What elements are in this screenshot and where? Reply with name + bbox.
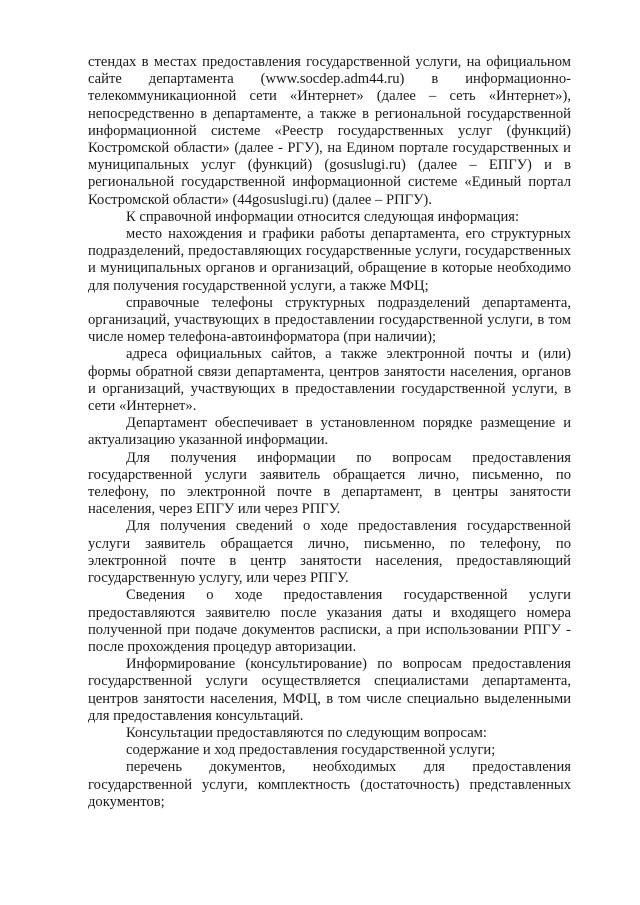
paragraph-reference-phones: справочные телефоны структурных подразделений департамента, организаций, участвующих в предоставлении государственной услуги, в том числе номер телефона-автоинформатора (при наличии); [88,294,571,346]
paragraph-progress-info: Для получения сведений о ходе предоставления государственной услуги заявитель обращается лично, письменно, по телефону, по электронной почте в центр занятости населения, предоставляющий государственную услугу, или через РПГУ. [88,518,571,587]
paragraph-progress-details: Сведения о ходе предоставления государственной услуги предоставляются заявителю после указания даты и входящего номера полученной при подаче документов расписки, а при использовании РПГУ - после прохождения процедур авторизации. [88,587,571,655]
paragraph-location-schedule: место нахождения и графики работы департамента, его структурных подразделений, предоставляющих государственные услуги, государственных и муниципальных органов и организаций, обращение в которые необходимо для получения государственной услуги, а также МФЦ; [88,226,571,294]
paragraph-obtaining-info: Для получения информации по вопросам предоставления государственной услуги заявитель обращается лично, письменно, по телефону, по электронной почте в департамент, в центры занятости населения, через ЕПГУ или через РПГУ. [88,449,571,518]
paragraph-reference-info-intro: К справочной информации относится следующая информация: [126,208,520,225]
list-item-documents-list: перечень документов, необходимых для предоставления государственной услуги, комплектность (достаточность) представленных документов; [88,759,571,810]
list-item-content-progress: содержание и ход предоставления государственной услуги; [126,742,496,759]
document-page [88,54,571,811]
paragraph-consultation-topics: Консультации предоставляются по следующим вопросам: [126,724,487,741]
paragraph-department-ensures: Департамент обеспечивает в установленном порядке размещение и актуализацию указанной информации. [88,415,571,449]
paragraph-website-addresses: адреса официальных сайтов, а также электронной почты и (или) формы обратной связи департамента, центров занятости населения, органов и организаций, участвующих в предоставлении государственной услуги, в сети «Интернет». [88,346,571,415]
paragraph-info-placement: стендах в местах предоставления государственной услуги, на официальном сайте департамента (www.socdep.adm44.ru) в информационно-телекоммуникационной сети «Интернет» (далее – сеть «Интернет»), непосредственно в департаменте, а также в региональной государственной информационной системе «Реестр государственных услуг (функций) Костромской области» (далее - РГУ), на Едином портале государственных и муниципальных услуг (функций) (gosuslugi.ru) (далее – ЕПГУ) и в региональной государственной информационной системе «Единый портал Костромской области» (44gosuslugi.ru) (далее – РПГУ). [88,54,571,208]
paragraph-consulting: Информирование (консультирование) по вопросам предоставления государственной услуги осуществляется специалистами департамента, центров занятости населения, МФЦ, в том числе специально выделенными для предоставления консультаций. [88,656,571,724]
